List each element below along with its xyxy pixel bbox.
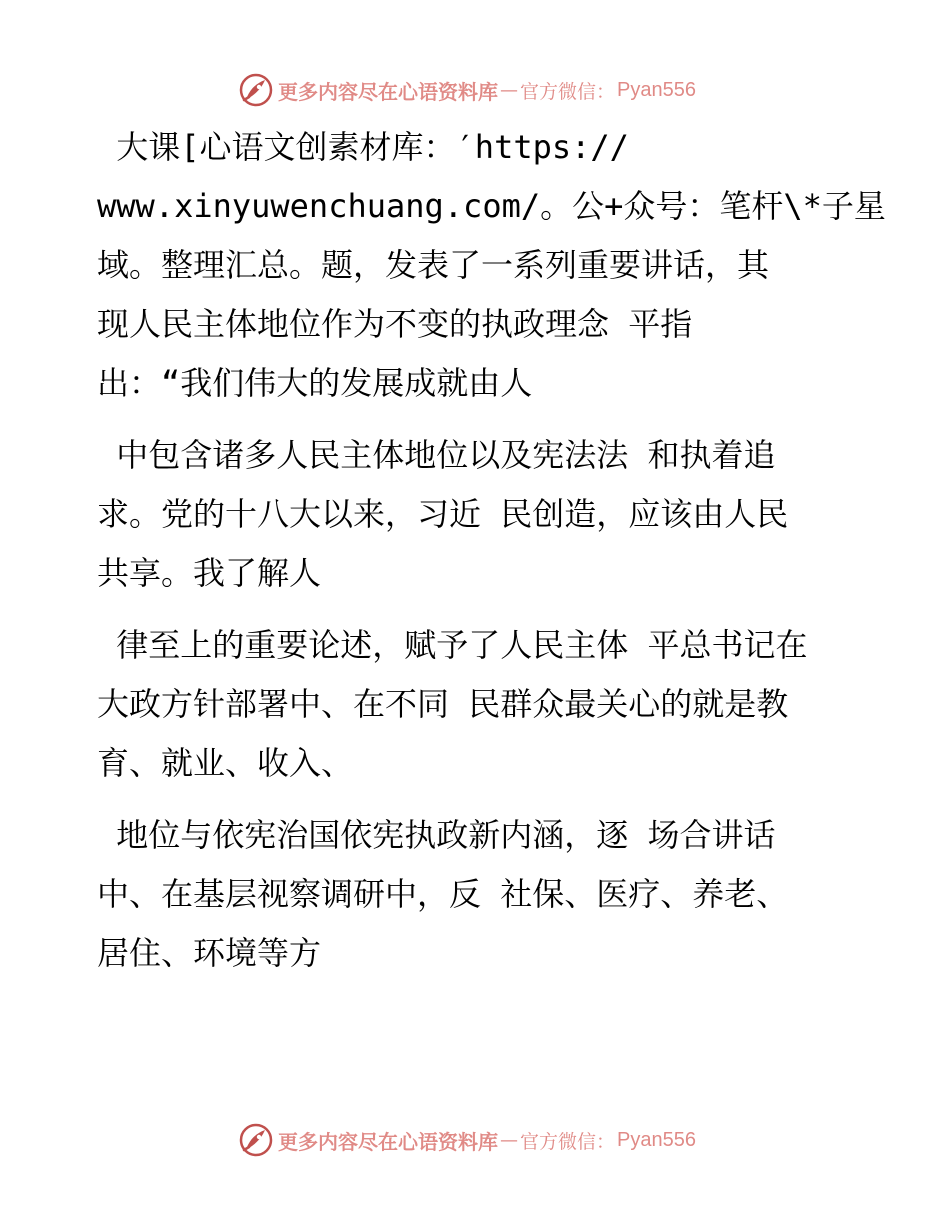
watermark-subtitle: 官方微信： — [520, 80, 616, 103]
pen-nib-logo-icon — [238, 72, 274, 108]
watermark-title: 更多内容尽在心语资料库 — [278, 1129, 498, 1154]
text-line: 中包含诸多人民主体地位以及宪法法 和执着追 — [97, 436, 776, 474]
text-line: 大课[心语文创素材库：′https:// — [97, 128, 629, 166]
text-line: 大政方针部署中、在不同 民群众最关心的就是教 — [97, 685, 789, 723]
pen-nib-logo-icon — [238, 1122, 274, 1158]
text-line: 求。党的十八大以来，习近 民创造，应该由人民 — [97, 495, 789, 533]
text-line: 育、就业、收入、 — [97, 744, 354, 782]
watermark-title: 更多内容尽在心语资料库 — [278, 79, 498, 104]
text-line: 中、在基层视察调研中，反 社保、医疗、养老、 — [97, 875, 789, 913]
paragraph-3 — [97, 616, 857, 793]
paragraph-4 — [97, 806, 857, 983]
footer-watermark-content — [238, 1122, 696, 1158]
text-line: 共享。我了解人 — [97, 554, 322, 592]
watermark-dash: — — [500, 1129, 518, 1151]
watermark-wechat-id: Pyan556 — [617, 1128, 696, 1151]
text-line: 地位与依宪治国依宪执政新内涵，逐 场合讲话 — [97, 816, 776, 854]
paragraph-2 — [97, 426, 857, 603]
watermark-wechat-id: Pyan556 — [617, 78, 696, 101]
text-line: 出：“我们伟大的发展成就由人 — [97, 364, 533, 402]
text-line: 居住、环境等方 — [97, 934, 322, 972]
text-line: www.xinyuwenchuang.com/。公+众号：笔杆\*子星 — [97, 187, 886, 225]
header-watermark-banner — [0, 70, 950, 110]
paragraph-1 — [97, 118, 886, 413]
watermark-subtitle: 官方微信： — [520, 1130, 616, 1153]
text-line: 现人民主体地位作为不变的执政理念 平指 — [97, 305, 693, 343]
text-line: 域。整理汇总。题，发表了一系列重要讲话，其 — [97, 246, 770, 284]
watermark-dash: — — [500, 79, 518, 101]
footer-watermark-banner — [0, 1120, 950, 1160]
header-watermark-content — [238, 72, 696, 108]
text-line: 律至上的重要论述，赋予了人民主体 平总书记在 — [97, 626, 808, 664]
